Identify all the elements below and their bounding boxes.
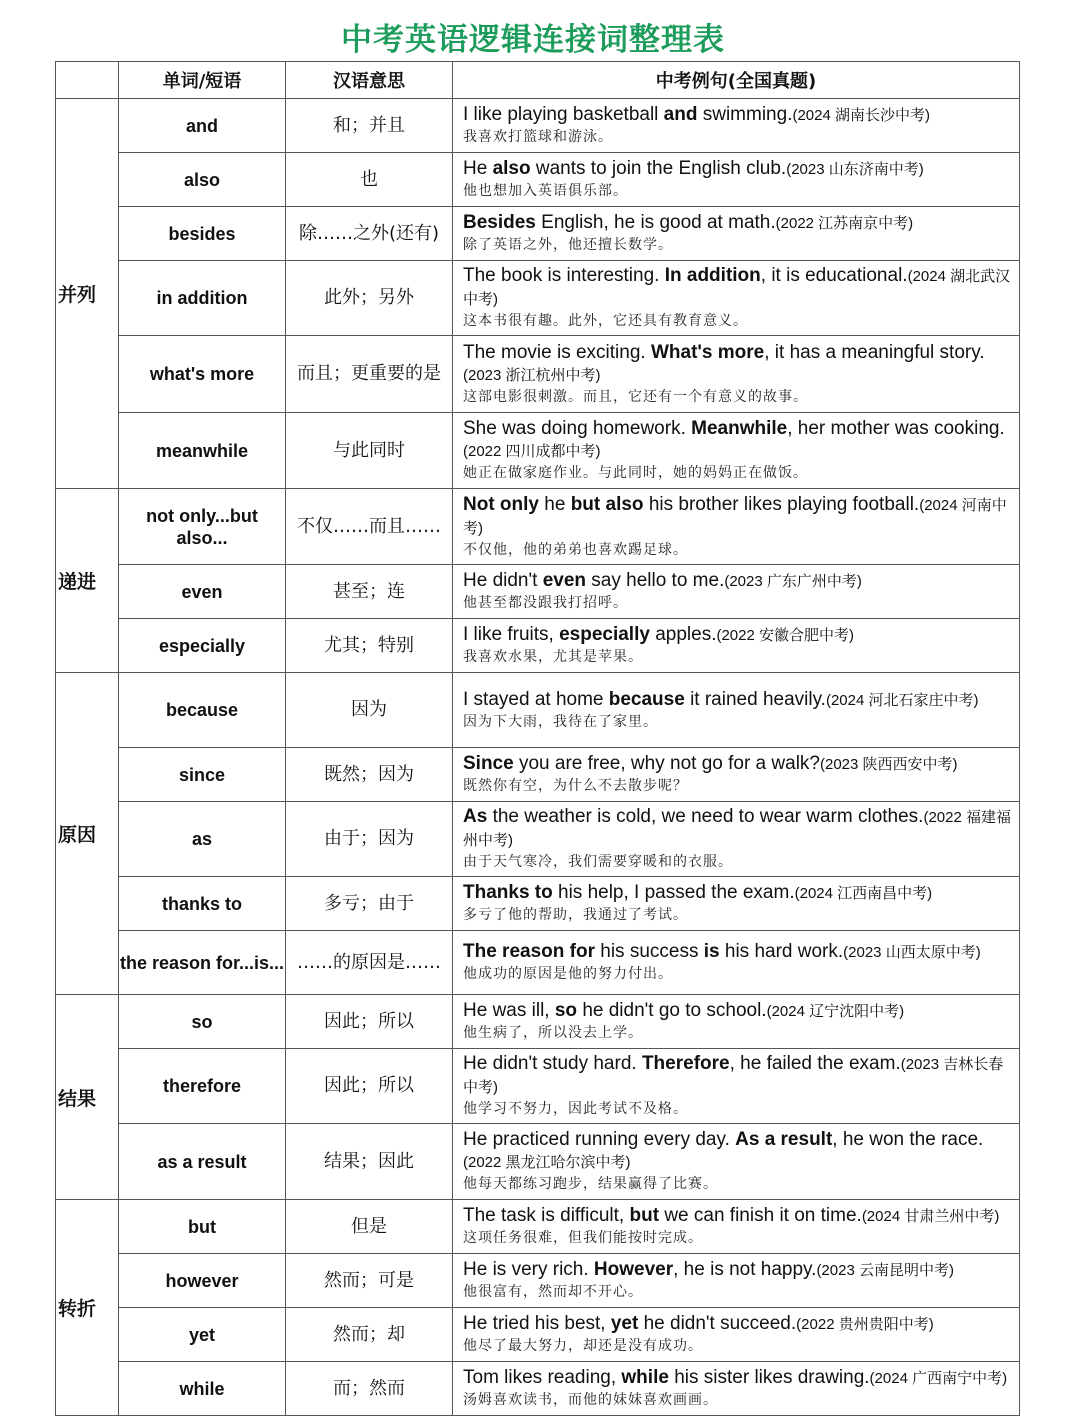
example-source: (2023 陕西西安中考) xyxy=(819,756,958,773)
meaning-cell: 但是 xyxy=(286,1200,453,1254)
category-cell: 结果 xyxy=(56,995,119,1200)
example-source: (2023 浙江杭州中考) xyxy=(463,366,601,384)
table-row xyxy=(56,802,1020,877)
example-keyword: also xyxy=(492,158,531,179)
example-keyword: As a result xyxy=(735,1129,833,1150)
example-text: The movie is exciting. xyxy=(463,341,651,363)
example-source: (2024 辽宁沈阳中考) xyxy=(766,1003,905,1020)
category-cell: 递进 xyxy=(56,489,119,673)
example-text: He xyxy=(463,158,493,179)
example-keyword: especially xyxy=(559,624,650,645)
word-cell: meanwhile xyxy=(119,413,286,489)
example-text: he didn't go to school. xyxy=(577,1000,767,1021)
example-source: (2022 贵州贵阳中考) xyxy=(796,1316,934,1333)
meaning-cell: 因为 xyxy=(286,673,453,748)
meaning-cell: 不仅……而且…… xyxy=(286,489,453,565)
example-cell xyxy=(453,99,1020,153)
meaning-cell: 然而；可是 xyxy=(286,1254,453,1308)
example-cell xyxy=(453,995,1020,1049)
example-keyword: Not only xyxy=(463,493,539,515)
header-meaning: 汉语意思 xyxy=(286,62,453,99)
example-text: The task is difficult, xyxy=(463,1205,630,1226)
word-cell: while xyxy=(119,1362,286,1416)
example-keyword: As xyxy=(463,806,488,827)
example-cell xyxy=(453,802,1020,877)
header-category xyxy=(56,62,119,99)
meaning-cell: 然而；却 xyxy=(286,1308,453,1362)
word-cell: thanks to xyxy=(119,877,286,931)
example-cell xyxy=(453,1124,1020,1200)
example-source: (2024 湖北武汉中考) xyxy=(463,268,1011,308)
table-row xyxy=(56,565,1020,619)
example-cell xyxy=(453,153,1020,207)
example-text: his hard work. xyxy=(719,941,844,962)
table-row xyxy=(56,489,1020,565)
example-source: (2023 广东广州中考) xyxy=(724,573,862,590)
example-cell xyxy=(453,619,1020,673)
example-text: I like fruits, xyxy=(463,624,560,645)
table-header-row xyxy=(56,62,1020,99)
connectives-table-wrapper xyxy=(55,61,1019,1416)
example-source: (2023 吉林长春中考) xyxy=(463,1056,1004,1096)
page-title: 中考英语逻辑连接词整理表 xyxy=(341,22,725,58)
word-cell: the reason for...is... xyxy=(119,931,286,995)
example-translation: 我喜欢水果，尤其是苹果。 xyxy=(463,649,643,665)
example-cell xyxy=(453,877,1020,931)
example-text: He practiced running every day. xyxy=(463,1129,736,1150)
meaning-cell: 和；并且 xyxy=(286,99,453,153)
example-translation: 汤姆喜欢读书，而他的妹妹喜欢画画。 xyxy=(463,1392,718,1408)
word-cell: since xyxy=(119,748,286,802)
example-text: , it has a meaningful story. xyxy=(764,341,985,363)
example-source: (2022 江苏南京中考) xyxy=(775,215,914,232)
word-cell: in addition xyxy=(119,261,286,336)
word-cell: also xyxy=(119,153,286,207)
example-translation: 我喜欢打篮球和游泳。 xyxy=(463,129,613,145)
example-source: (2022 安徽合肥中考) xyxy=(716,627,854,644)
example-source: (2022 福建福州中考) xyxy=(463,809,1011,849)
example-text: He tried his best, xyxy=(463,1313,611,1334)
category-cell: 转折 xyxy=(56,1200,119,1416)
word-cell: yet xyxy=(119,1308,286,1362)
table-row xyxy=(56,748,1020,802)
example-text: English, he is good at math. xyxy=(535,212,776,233)
example-text: his help, I passed the exam. xyxy=(552,882,795,903)
example-cell xyxy=(453,565,1020,619)
example-source: (2022 黑龙江哈尔滨中考) xyxy=(463,1154,631,1171)
table-row xyxy=(56,99,1020,153)
table-row xyxy=(56,1362,1020,1416)
example-source: (2023 山西太原中考) xyxy=(843,944,981,961)
example-text: , he is not happy. xyxy=(673,1259,817,1280)
example-translation: 他成功的原因是他的努力付出。 xyxy=(463,966,673,982)
example-text: I like playing basketball xyxy=(463,104,664,125)
example-source: (2024 河南中考) xyxy=(463,496,1007,537)
table-row xyxy=(56,619,1020,673)
example-source: (2024 江西南昌中考) xyxy=(794,885,933,902)
example-text: he didn't succeed. xyxy=(638,1313,797,1334)
example-keyword: but xyxy=(629,1205,660,1226)
example-keyword: The reason for xyxy=(463,941,595,962)
meaning-cell: 尤其；特别 xyxy=(286,619,453,673)
meaning-cell: 除……之外(还有) xyxy=(286,207,453,261)
example-source: (2024 广西南宁中考) xyxy=(869,1370,1008,1387)
example-keyword: In addition xyxy=(664,265,761,286)
example-translation: 他尽了最大努力，却还是没有成功。 xyxy=(463,1338,703,1354)
example-source: (2023 云南昆明中考) xyxy=(816,1262,954,1279)
word-cell: and xyxy=(119,99,286,153)
meaning-cell: 而；然而 xyxy=(286,1362,453,1416)
example-text: He didn't xyxy=(463,570,543,591)
meaning-cell: 结果；因此 xyxy=(286,1124,453,1200)
table-row xyxy=(56,413,1020,489)
meaning-cell: ……的原因是…… xyxy=(286,931,453,995)
example-translation: 他甚至都没跟我打招呼。 xyxy=(463,595,628,611)
example-keyword: Thanks to xyxy=(463,882,553,903)
table-row xyxy=(56,153,1020,207)
example-text: , it is educational. xyxy=(760,265,908,286)
table-row xyxy=(56,336,1020,413)
example-cell xyxy=(453,413,1020,489)
example-text: Tom likes reading, xyxy=(463,1367,622,1388)
meaning-cell: 与此同时 xyxy=(286,413,453,489)
example-translation: 这本书很有趣。此外，它还具有教育意义。 xyxy=(463,313,748,329)
example-text: his sister likes drawing. xyxy=(668,1367,870,1388)
example-text: , her mother was cooking. xyxy=(787,418,1005,439)
example-translation: 既然你有空，为什么不去散步呢？ xyxy=(463,778,688,794)
meaning-cell: 由于；因为 xyxy=(286,802,453,877)
word-cell: even xyxy=(119,565,286,619)
example-keyword: yet xyxy=(610,1313,639,1334)
example-text: He is very rich. xyxy=(463,1259,594,1280)
example-text: apples. xyxy=(649,624,717,645)
example-text: he xyxy=(539,493,571,515)
table-body xyxy=(56,99,1020,1416)
word-cell: so xyxy=(119,995,286,1049)
example-text: say hello to me. xyxy=(586,570,725,591)
example-source: (2023 山东济南中考) xyxy=(786,161,924,178)
example-source: (2024 河北石家庄中考) xyxy=(825,691,979,709)
example-cell xyxy=(453,748,1020,802)
example-cell xyxy=(453,931,1020,995)
example-cell xyxy=(453,1049,1020,1124)
meaning-cell: 而且；更重要的是 xyxy=(286,336,453,413)
example-keyword: while xyxy=(621,1367,669,1388)
example-keyword: Besides xyxy=(463,212,536,233)
table-row xyxy=(56,1254,1020,1308)
example-translation: 她正在做家庭作业。与此同时，她的妈妈正在做饭。 xyxy=(463,465,808,481)
example-translation: 由于天气寒冷，我们需要穿暖和的衣服。 xyxy=(463,854,733,870)
table-row xyxy=(56,1308,1020,1362)
example-text: , he won the race. xyxy=(832,1129,984,1150)
word-cell: as xyxy=(119,802,286,877)
example-translation: 不仅他，他的弟弟也喜欢踢足球。 xyxy=(463,541,688,558)
example-cell xyxy=(453,1362,1020,1416)
example-text: his success xyxy=(594,941,704,962)
category-cell: 并列 xyxy=(56,99,119,489)
example-keyword: What's more xyxy=(650,341,765,363)
word-cell: therefore xyxy=(119,1049,286,1124)
word-cell: however xyxy=(119,1254,286,1308)
example-text: swimming. xyxy=(697,104,793,125)
example-text: He didn't study hard. xyxy=(463,1053,642,1074)
example-text: it rained heavily. xyxy=(684,688,826,710)
table-row xyxy=(56,931,1020,995)
example-translation: 这项任务很难，但我们能按时完成。 xyxy=(463,1230,703,1246)
example-cell xyxy=(453,1200,1020,1254)
example-keyword: Meanwhile xyxy=(691,418,788,439)
example-text: The book is interesting. xyxy=(463,265,665,286)
example-translation: 他也想加入英语俱乐部。 xyxy=(463,183,628,199)
example-keyword: Since xyxy=(463,753,514,774)
word-cell: because xyxy=(119,673,286,748)
table-row xyxy=(56,207,1020,261)
word-cell: especially xyxy=(119,619,286,673)
example-keyword: even xyxy=(542,570,586,591)
example-keyword: However xyxy=(593,1259,674,1280)
example-keyword: and xyxy=(663,104,698,125)
example-cell xyxy=(453,336,1020,413)
example-cell xyxy=(453,261,1020,336)
example-cell xyxy=(453,1254,1020,1308)
example-keyword: is xyxy=(703,941,720,962)
table-row xyxy=(56,261,1020,336)
table-row xyxy=(56,673,1020,748)
meaning-cell: 多亏；由于 xyxy=(286,877,453,931)
example-text: wants to join the English club. xyxy=(530,158,787,179)
example-text: He was ill, xyxy=(463,1000,555,1021)
example-translation: 他学习不努力，因此考试不及格。 xyxy=(463,1101,688,1117)
meaning-cell: 也 xyxy=(286,153,453,207)
example-source: (2022 四川成都中考) xyxy=(463,443,601,460)
example-cell xyxy=(453,1308,1020,1362)
connectives-table xyxy=(55,61,1020,1416)
meaning-cell: 既然；因为 xyxy=(286,748,453,802)
example-cell xyxy=(453,207,1020,261)
meaning-cell: 此外；另外 xyxy=(286,261,453,336)
example-source: (2024 甘肃兰州中考) xyxy=(861,1208,1000,1225)
header-example: 中考例句(全国真题) xyxy=(453,62,1020,99)
word-cell: as a result xyxy=(119,1124,286,1200)
example-text: his brother likes playing football. xyxy=(643,493,920,515)
category-cell: 原因 xyxy=(56,673,119,995)
table-row xyxy=(56,877,1020,931)
example-translation: 他很富有，然而却不开心。 xyxy=(463,1284,643,1300)
example-keyword: because xyxy=(608,688,685,710)
example-translation: 他每天都练习跑步，结果赢得了比赛。 xyxy=(463,1176,718,1192)
example-cell xyxy=(453,673,1020,748)
table-row xyxy=(56,1049,1020,1124)
example-text: She was doing homework. xyxy=(463,418,692,439)
meaning-cell: 甚至；连 xyxy=(286,565,453,619)
example-translation: 除了英语之外，他还擅长数学。 xyxy=(463,237,673,253)
table-row xyxy=(56,1200,1020,1254)
table-row xyxy=(56,995,1020,1049)
word-cell: what's more xyxy=(119,336,286,413)
meaning-cell: 因此；所以 xyxy=(286,995,453,1049)
word-cell: not only...but also... xyxy=(119,489,286,565)
example-keyword: but also xyxy=(570,493,644,515)
example-text: , he failed the exam. xyxy=(729,1053,901,1074)
example-translation: 因为下大雨，我待在了家里。 xyxy=(463,713,658,730)
table-row xyxy=(56,1124,1020,1200)
word-cell: but xyxy=(119,1200,286,1254)
example-keyword: Therefore xyxy=(641,1053,730,1074)
example-keyword: so xyxy=(554,1000,578,1021)
word-cell: besides xyxy=(119,207,286,261)
example-text: you are free, why not go for a walk? xyxy=(513,753,820,774)
example-translation: 他生病了，所以没去上学。 xyxy=(463,1025,643,1041)
example-translation: 多亏了他的帮助，我通过了考试。 xyxy=(463,907,688,923)
example-text: I stayed at home xyxy=(463,688,609,710)
example-text: we can finish it on time. xyxy=(659,1205,862,1226)
example-cell xyxy=(453,489,1020,565)
example-source: (2024 湖南长沙中考) xyxy=(792,107,930,124)
header-word: 单词/短语 xyxy=(119,62,286,99)
example-translation: 这部电影很刺激。而且，它还有一个有意义的故事。 xyxy=(463,388,808,405)
meaning-cell: 因此；所以 xyxy=(286,1049,453,1124)
example-text: the weather is cold, we need to wear warm clothes. xyxy=(487,806,924,827)
